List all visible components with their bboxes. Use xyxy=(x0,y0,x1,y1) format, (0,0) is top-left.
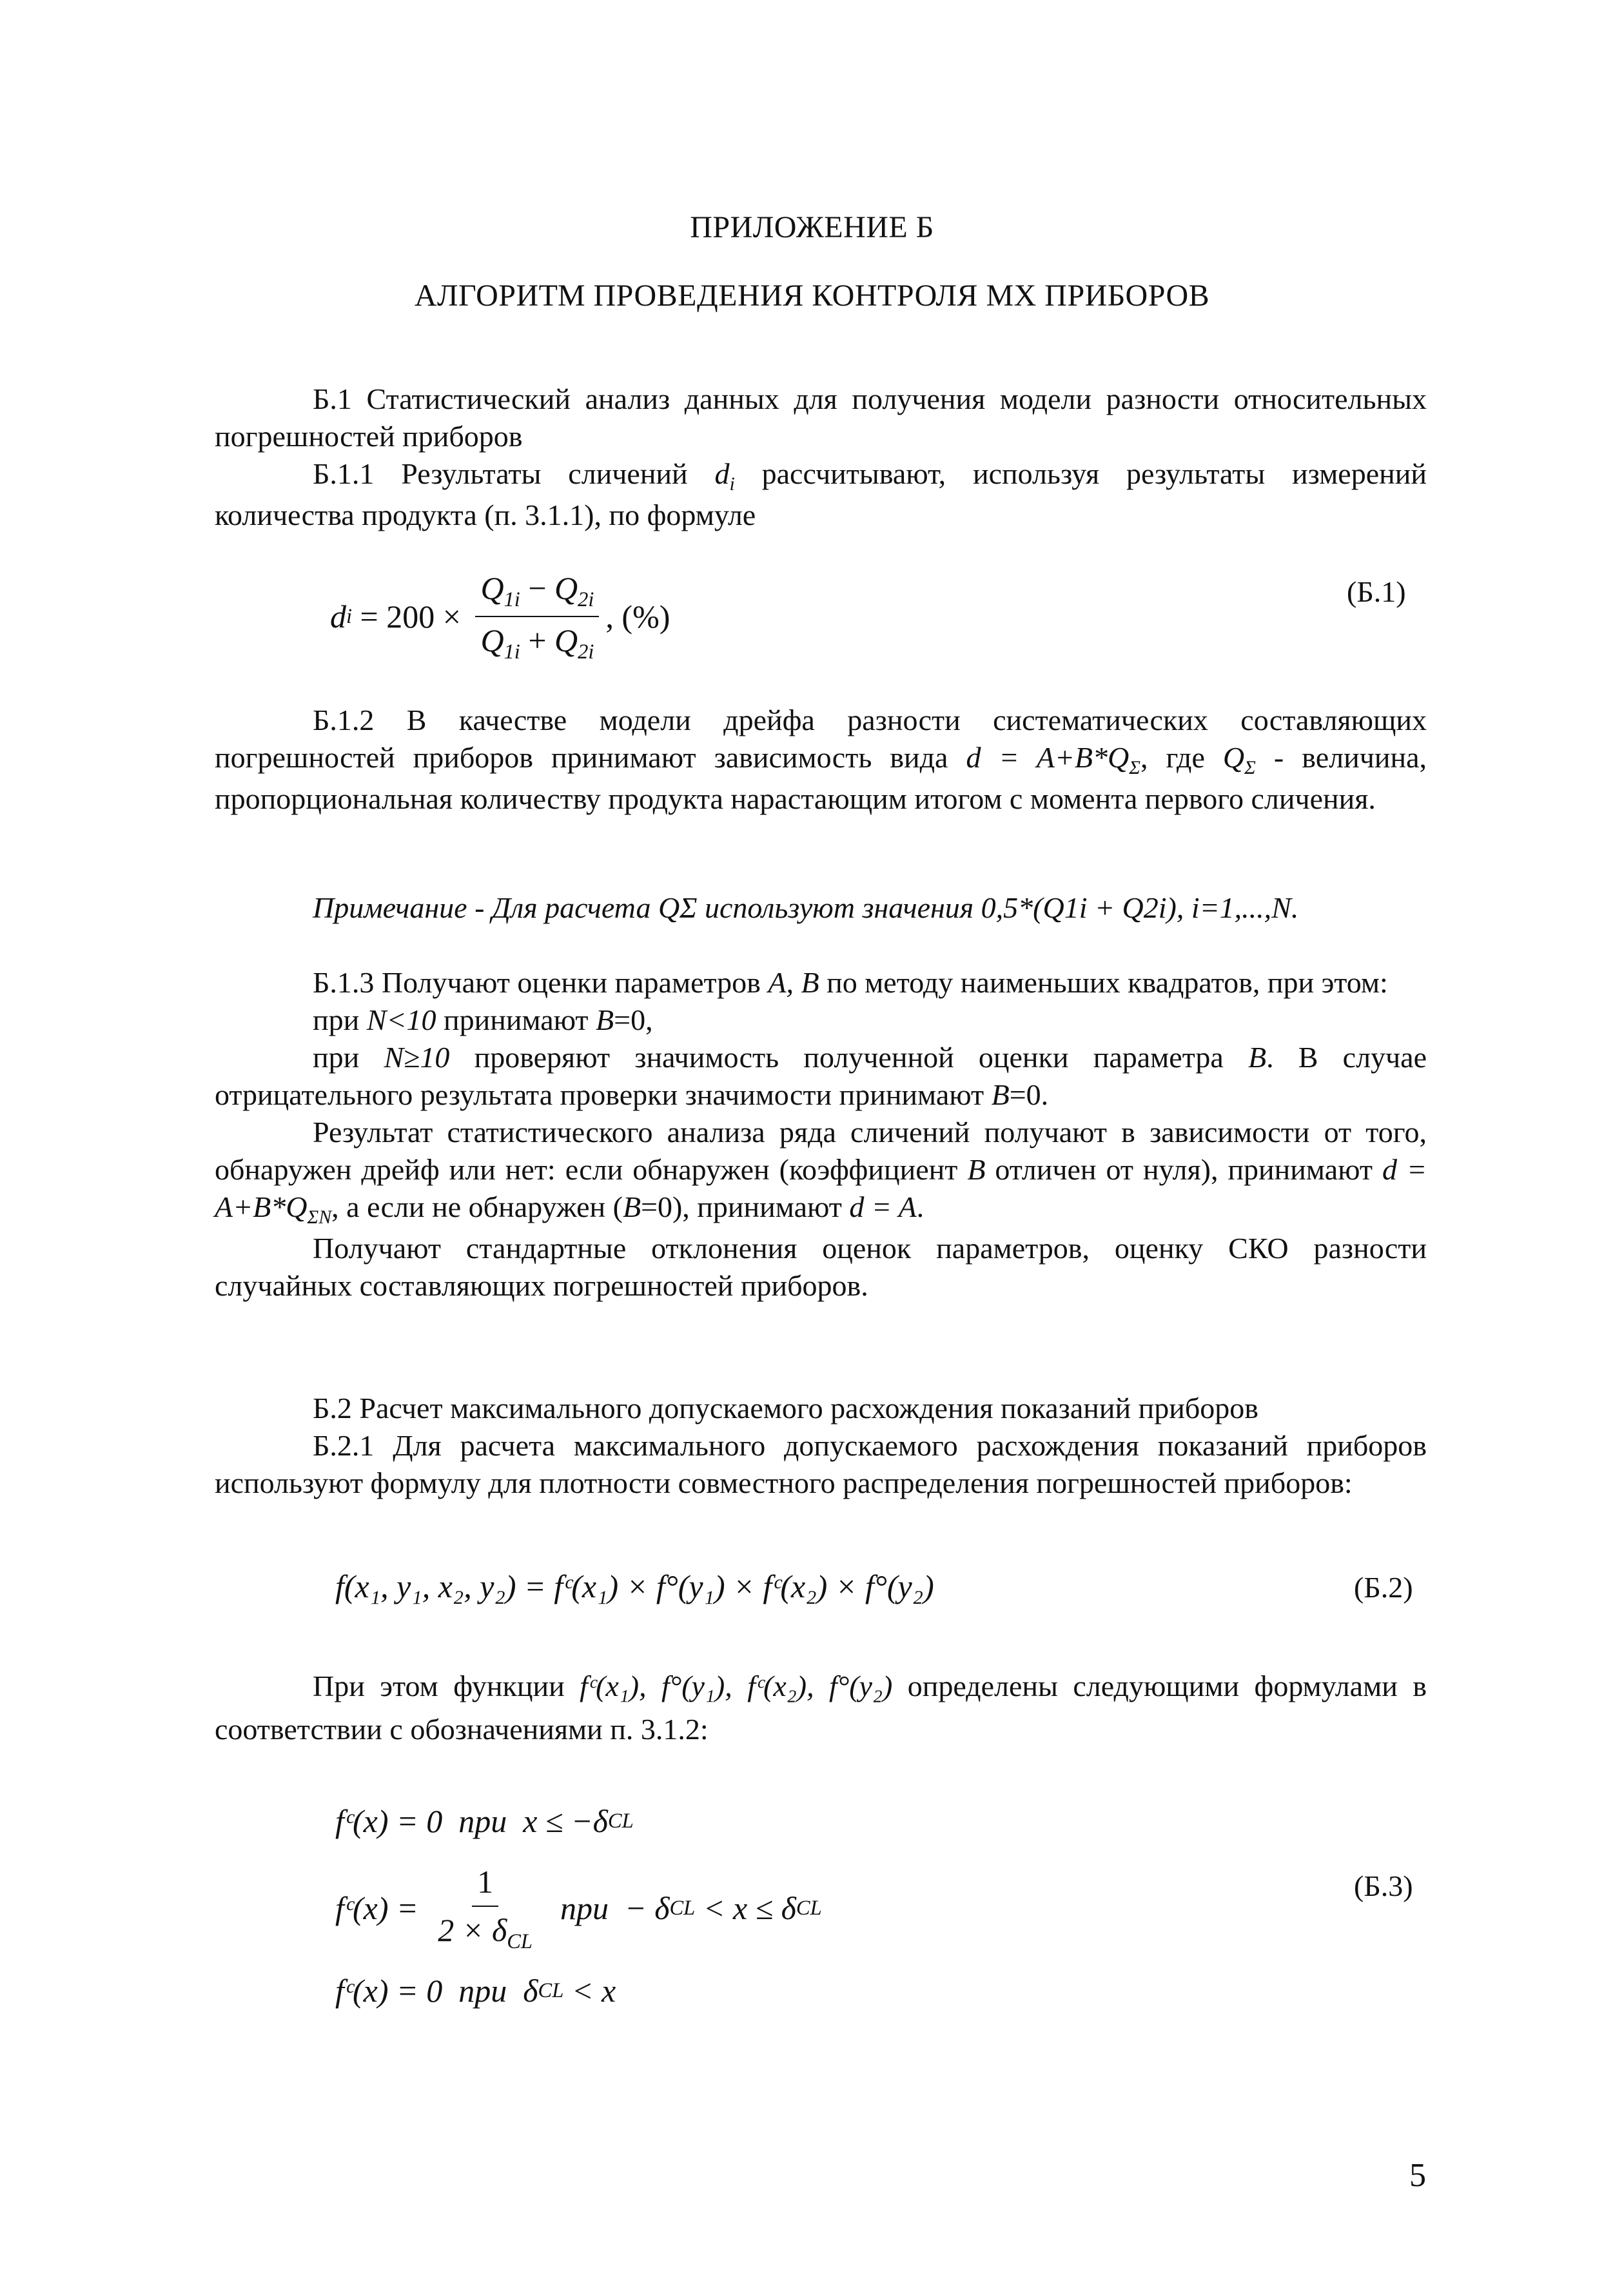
section-b2 xyxy=(215,1390,1427,1502)
formula-b3-number: (Б.3) xyxy=(1354,1869,1413,1902)
condition-n-less-10: при N<10 принимают B=0, xyxy=(313,1003,653,1036)
condition-n-ge-10: при N≥10 проверяют значимость полученной оценки параметра B. В случае отрицательного результата проверки значимости принимают B=0. xyxy=(215,1040,1427,1111)
result-paragraph: Результат статистического анализа ряда сличений получают в зависимости от того, обнаружен дрейф или нет: если обнаружен (коэффициент B отличен от нуля), принимают $d = A+B*Q_{\Sigma N}$, а если не обнаружен (B=0), принимают d = A. xyxy=(215,1115,1427,1228)
formula-b1-number: (Б.1) xyxy=(1347,575,1406,608)
formula-b2: f(x₁, y₁, x₂, y₂) = fᶜ(x₁) × f°(y₁) × fᶜ(x₂) × f°(y₂) xyxy=(335,1568,934,1604)
section-b1-intro xyxy=(215,380,1427,534)
note-text: Примечание - Для расчета QΣ используют значения 0,5*(Q1i + Q2i), i=1,...,N. xyxy=(313,891,1299,924)
std-deviation-paragraph: Получают стандартные отклонения оценок параметров, оценку СКО разности случайных составляющих погрешностей приборов. xyxy=(215,1231,1427,1302)
paragraph-b111: Б.1.1 Результаты сличений $d_i$ рассчитывают, используя результаты измерений количества продукта (п. 3.1.1), по формуле xyxy=(215,457,1427,531)
paragraph-b112: Б.1.2 В качестве модели дрейфа разности систематических составляющих погрешностей приборов принимают зависимость вида $d = A+B*Q_\Sigma$, где $Q_\Sigma$ - величина, пропорциональная количеству продукта нарастающим итогом с момента первого сличения. xyxy=(215,704,1427,815)
appendix-title: ПРИЛОЖЕНИЕ Б xyxy=(690,210,934,244)
formula-b3-line2: fᶜ(x) = $\frac{1}{2 \times \delta_{CL}}$ при − δ CL < x ≤ δ CL xyxy=(335,1861,822,1955)
paragraph-b113: Б.1.3 Получают оценки параметров A, B по методу наименьших квадратов, при этом: при N<10 принимают B=0, при N≥10 проверяют значимость полученной оценки параметра B. В случае отрицательного результата проверки значимости принимают B=0. Результат статистического анализа ряда сличений получают в зависимости от того, обнаружен дрейф или нет: если обнаружен (коэффициент B отличен от нуля), принимают $d = A+B*Q_{\Sigma N}$, а если не обнаружен (B=0), принимают d = A. Получают стандартные отклонения оценок параметров, оценку СКО разности случайных составляющих погрешностей приборов. xyxy=(215,964,1427,1304)
page-number: 5 xyxy=(1409,2157,1426,2194)
formula-b1: d i = 200 × $\frac{Q_{1i} - Q_{2i}}{Q_{1i} + Q_{2i}}$ , (%) xyxy=(330,567,670,666)
formula-b3-line3: fᶜ(x) = 0 при δ CL < x xyxy=(335,1973,616,2009)
section-b2-heading: Б.2 Расчет максимального допускаемого расхождения показаний приборов xyxy=(313,1392,1258,1424)
appendix-subtitle: АЛГОРИТМ ПРОВЕДЕНИЯ КОНТРОЛЯ МХ ПРИБОРОВ xyxy=(414,279,1210,313)
formula-b2-number: (Б.2) xyxy=(1354,1571,1413,1604)
paragraph-b222: При этом функции fᶜ(x₁), f°(y₁), fᶜ(x₂), f°(y₂) определены следующими формулами в соответствии с обозначениями п. 3.1.2: xyxy=(215,1670,1427,1746)
paragraph-b221: Б.2.1 Для расчета максимального допускаемого расхождения показаний приборов используют формулу для плотности совместного распределения погрешностей приборов: xyxy=(215,1428,1427,1499)
formula-b3-line1: fᶜ(x) = 0 при x ≤ −δ CL xyxy=(335,1803,634,1839)
formula-b3-fraction: $\frac{1}{2 \times \delta_{CL}}$ xyxy=(433,1861,538,1955)
section-b1-heading: Б.1 Статистический анализ данных для получения модели разности относительных погрешностей приборов xyxy=(215,382,1427,453)
formula-b1-fraction: $\frac{Q_{1i} - Q_{2i}}{Q_{1i} + Q_{2i}}$ xyxy=(475,567,599,666)
